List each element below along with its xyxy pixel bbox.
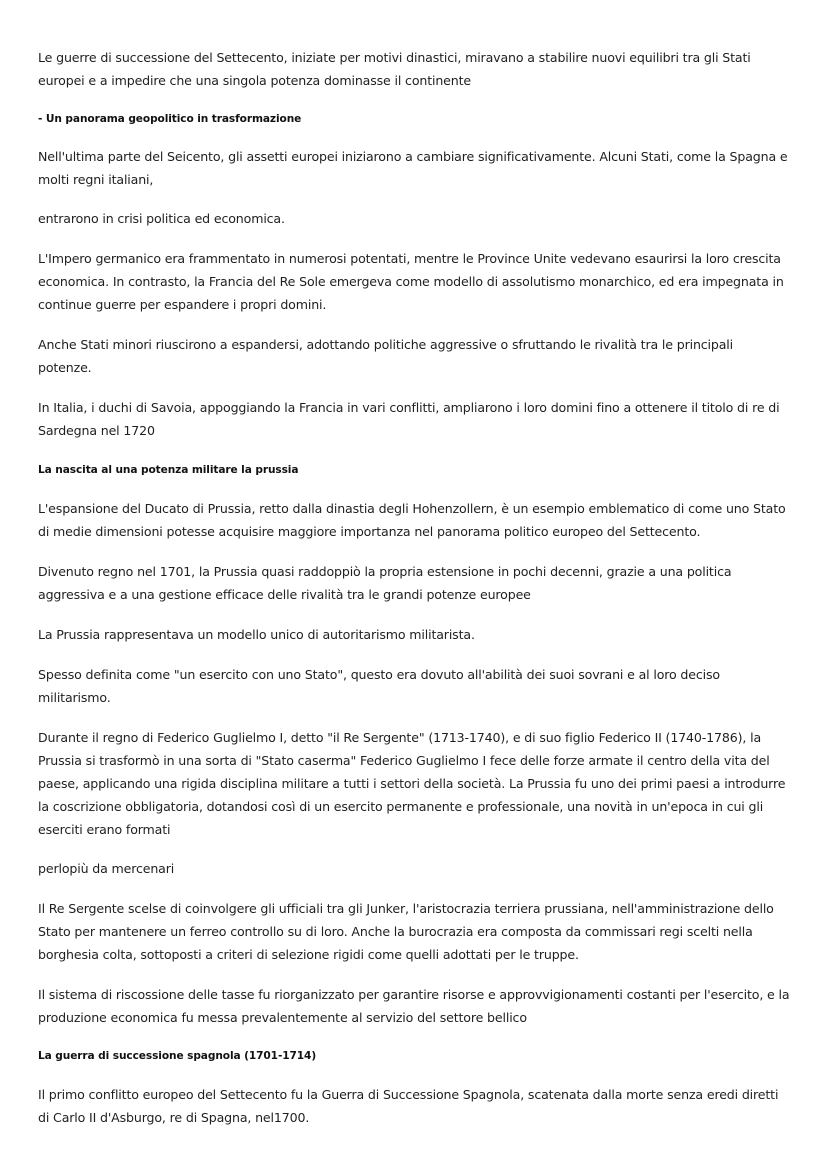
heading-guerra-successione-spagnola: La guerra di successione spagnola (1701-1714) bbox=[38, 1050, 317, 1062]
document-page bbox=[38, 46, 790, 1129]
paragraph-intro: Le guerre di successione del Settecento, iniziate per motivi dinastici, miravano a stabilire nuovi equilibri tra gli Stati europei e a impedire che una singola potenza dominasse il continente bbox=[38, 50, 751, 88]
heading-panorama-geopolitico: - Un panorama geopolitico in trasformazione bbox=[38, 113, 302, 125]
paragraph-seicento: Nell'ultima parte del Seicento, gli assetti europei iniziarono a cambiare significativamente. Alcuni Stati, come la Spagna e molti regni italiani, bbox=[38, 149, 788, 187]
paragraph-stati-minori: Anche Stati minori riuscirono a espandersi, adottando politiche aggressive o sfruttando le rivalità tra le principali potenze. bbox=[38, 337, 734, 375]
heading-prussia: La nascita al una potenza militare la prussia bbox=[38, 464, 299, 476]
paragraph-tasse: Il sistema di riscossione delle tasse fu riorganizzato per garantire risorse e approvvigionamenti costanti per l'esercito, e la produzione economica fu messa prevalentemente al servizio del settore bellico bbox=[38, 987, 790, 1025]
paragraph-regno-1701: Divenuto regno nel 1701, la Prussia quasi raddoppiò la propria estensione in pochi decenni, grazie a una politica aggressiva e a una gestione efficace delle rivalità tra le grandi potenze europee bbox=[38, 564, 732, 602]
paragraph-crisi: entrarono in crisi politica ed economica. bbox=[38, 211, 285, 226]
paragraph-autoritarismo: La Prussia rappresentava un modello unico di autoritarismo militarista. bbox=[38, 627, 475, 642]
paragraph-ducato-prussia: L'espansione del Ducato di Prussia, retto dalla dinastia degli Hohenzollern, è un esempio emblematico di come uno Stato di medie dimensioni potesse acquisire maggiore importanza nel panorama politico europeo del Settecento. bbox=[38, 501, 786, 539]
paragraph-impero-germanico: L'Impero germanico era frammentato in numerosi potentati, mentre le Province Unite vedevano esaurirsi la loro crescita economica. In contrasto, la Francia del Re Sole emergeva come modello di assolutismo monarchico, ed era impegnata in continue guerre per espandere i propri domini. bbox=[38, 251, 784, 312]
paragraph-esercito-stato: Spesso definita come "un esercito con uno Stato", questo era dovuto all'abilità dei suoi sovrani e al loro deciso militarismo. bbox=[38, 667, 720, 705]
paragraph-junker: Il Re Sergente scelse di coinvolgere gli ufficiali tra gli Junker, l'aristocrazia terriera prussiana, nell'amministrazione dello Stato per mantenere un ferreo controllo su di loro. Anche la burocrazia era composta da commissari regi scelti nella borghesia colta, sottoposti a criteri di selezione rigidi come quelli adottati per le truppe. bbox=[38, 901, 774, 962]
paragraph-mercenari: perlopiù da mercenari bbox=[38, 861, 175, 876]
paragraph-primo-conflitto: Il primo conflitto europeo del Settecento fu la Guerra di Successione Spagnola, scatenata dalla morte senza eredi diretti di Carlo II d'Asburgo, re di Spagna, nel1700. bbox=[38, 1087, 779, 1125]
paragraph-savoia: In Italia, i duchi di Savoia, appoggiando la Francia in vari conflitti, ampliarono i loro domini fino a ottenere il titolo di re di Sardegna nel 1720 bbox=[38, 400, 780, 438]
paragraph-re-sergente: Durante il regno di Federico Guglielmo I, detto "il Re Sergente" (1713-1740), e di suo figlio Federico II (1740-1786), la Prussia si trasformò in una sorta di "Stato caserma" Federico Guglielmo I fece delle forze armate il centro della vita del paese, applicando una rigida disciplina militare a tutti i settori della società. La Prussia fu uno dei primi paesi a introdurre la coscrizione obbligatoria, dotandosi così di un esercito permanente e professionale, una novità in un'epoca in cui gli eserciti erano formati bbox=[38, 730, 786, 837]
